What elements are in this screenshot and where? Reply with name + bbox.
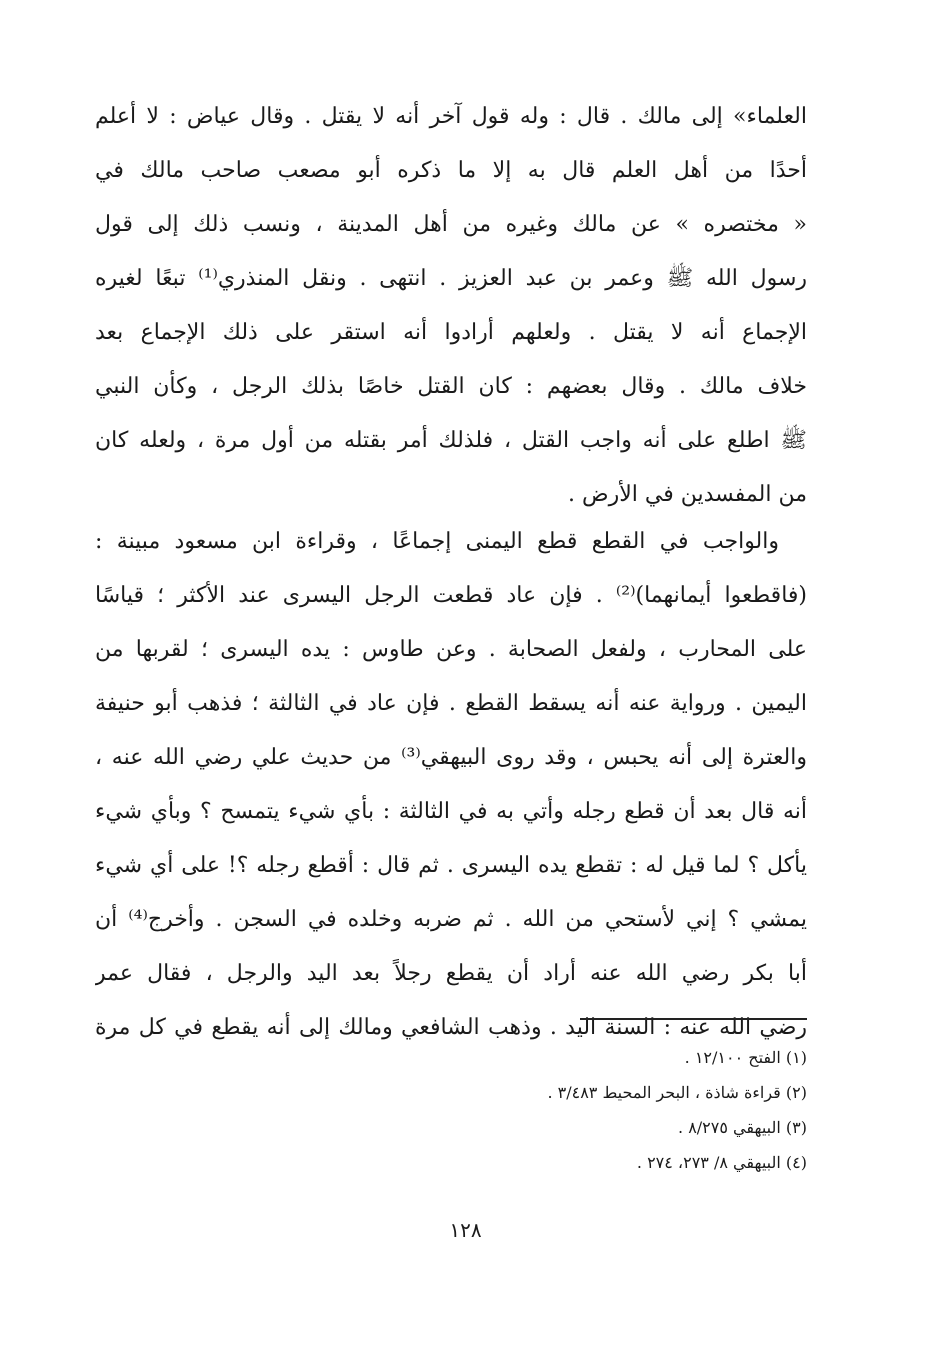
text-line: والواجب في القطع قطع اليمنى إجماعًا ، وقراءة ابن مسعود مبينة :: [95, 529, 779, 554]
footnote-4: (٤) البيهقي ٨/ ٢٧٣، ٢٧٤ .: [636, 1153, 807, 1172]
page-number: ١٢٨: [449, 1218, 482, 1242]
text-line: أحدًا من أهل العلم قال به إلا ما ذكره أبو مصعب صاحب مالك في: [95, 158, 807, 183]
text-line: يمشي ؟ إني لأستحي من الله . ثم ضربه وخلده في السجن . وأخرج⁽⁴⁾ أن: [95, 907, 807, 932]
text-line: رضي الله عنه : السنة اليد . وذهب الشافعي ومالك إلى أنه يقطع في كل مرة: [95, 1015, 807, 1040]
footnote-3: (٣) البيهقي ٨/٢٧٥ .: [678, 1118, 807, 1137]
text-line: العلماء» إلى مالك . قال : وله قول آخر أنه لا يقتل . وقال عياض : لا أعلم: [95, 104, 807, 129]
text-line: « مختصره » عن مالك وغيره من أهل المدينة ، ونسب ذلك إلى قول: [95, 212, 807, 237]
text-line: اليمين . ورواية عنه أنه يسقط القطع . فإن عاد في الثالثة ؛ فذهب أبو حنيفة: [95, 691, 807, 716]
footnote-separator: [580, 1018, 807, 1020]
paragraph-2: [95, 515, 807, 1055]
text-line: يأكل ؟ لما قيل له : تقطع يده اليسرى . ثم قال : أقطع رجله ؟! على أي شيء: [95, 853, 807, 878]
text-line: رسول الله ﷺ وعمر بن عبد العزيز . انتهى . ونقل المنذري⁽¹⁾ تبعًا لغيره: [95, 266, 807, 291]
text-line: من المفسدين في الأرض .: [568, 482, 807, 507]
text-line: خلاف مالك . وقال بعضهم : كان القتل خاصًا بذلك الرجل ، وكأن النبي: [95, 374, 807, 399]
footnote-2: (٢) قراءة شاذة ، البحر المحيط ٣/٤٨٣ .: [547, 1083, 807, 1102]
text-line: (فاقطعوا أيمانهما)⁽²⁾ . فإن عاد قطعت الرجل اليسرى عند الأكثر ؛ قياسًا: [95, 583, 807, 608]
text-line: والعترة إلى أنه يحبس ، وقد روى البيهقي⁽³⁾ من حديث علي رضي الله عنه ،: [95, 745, 807, 770]
paragraph-1: [95, 90, 807, 522]
text-line: الإجماع أنه لا يقتل . ولعلهم أرادوا أنه استقر على ذلك الإجماع بعد: [95, 320, 807, 345]
footnote-1: (١) الفتح ١٢/١٠٠ .: [684, 1048, 807, 1067]
text-line: أبا بكر رضي الله عنه أراد أن يقطع رجلاً بعد اليد والرجل ، فقال عمر: [95, 961, 807, 986]
text-line: ﷺ اطلع على أنه واجب القتل ، فلذلك أمر بقتله من أول مرة ، ولعله كان: [95, 428, 807, 453]
text-line: أنه قال بعد أن قطع رجله وأتي به في الثالثة : بأي شيء يتمسح ؟ وبأي شيء: [95, 799, 807, 824]
text-line: على المحارب ، ولفعل الصحابة . وعن طاوس : يده اليسرى ؛ لقربها من: [95, 637, 807, 662]
footnotes: [430, 1040, 807, 1180]
